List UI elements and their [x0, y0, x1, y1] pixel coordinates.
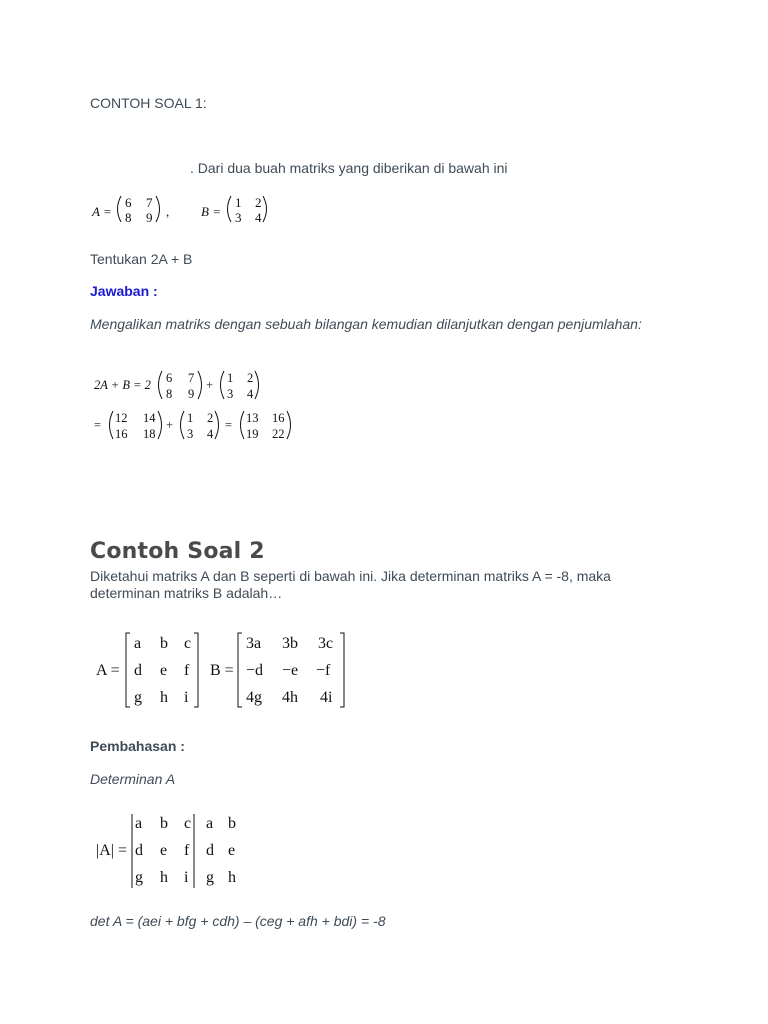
- matrix-a-cell: 7: [146, 195, 153, 210]
- eq2-m1-left-paren: [110, 411, 114, 439]
- matrix-b-cell: 3a: [246, 635, 262, 652]
- matrix-a-label: A =: [92, 204, 112, 219]
- det-cell: c: [184, 815, 192, 832]
- eq2-m3-left-paren: [241, 411, 245, 439]
- determinant-result: det A = (aei + bfg + cdh) – (ceg + afh + bdi) = -8: [90, 913, 386, 929]
- soal1-explanation: Mengalikan matriks dengan sebuah bilangan kemudian dilanjutkan dengan penjumlahan:: [90, 316, 642, 332]
- eq1-lhs: 2A + B = 2: [94, 378, 151, 392]
- matrix-a-cell: i: [184, 689, 189, 706]
- det-label: |A| =: [96, 842, 127, 859]
- eq1-m2-right-paren: [255, 371, 259, 399]
- det-extra-cell: g: [206, 869, 214, 886]
- matrix-b-left-bracket: [238, 633, 242, 707]
- matrix-a-right-bracket: [194, 633, 198, 707]
- soal1-intro: . Dari dua buah matriks yang diberikan di bawah ini: [190, 160, 508, 176]
- matrix-a-left-paren: [118, 196, 122, 222]
- det-extra-cell: e: [228, 842, 236, 859]
- determinant-label: Determinan A: [90, 771, 176, 787]
- soal1-question: Tentukan 2A + B: [90, 251, 193, 267]
- matrix-a-cell: a: [134, 635, 142, 652]
- soal1-matrices-ab: [90, 192, 280, 228]
- eq1-m2-cell: 4: [247, 387, 254, 401]
- eq1-m1-cell: 6: [166, 371, 173, 385]
- matrix-b-cell: 4i: [320, 689, 333, 706]
- matrix-a-left-bracket: [126, 633, 130, 707]
- det-cell: a: [135, 815, 143, 832]
- matrix-b-label: B =: [201, 204, 221, 219]
- eq1-m1-left-paren: [159, 371, 163, 399]
- matrix-b-cell: 3: [235, 210, 242, 225]
- eq2-m1-cell: 16: [115, 427, 128, 441]
- matrix-a-cell: h: [160, 689, 168, 706]
- matrix-b-cell: 4h: [282, 689, 298, 706]
- eq2-m2-cell: 4: [207, 427, 214, 441]
- eq2-plus: +: [166, 418, 174, 432]
- matrix-b-right-paren: [263, 196, 267, 222]
- soal1-equation-1: [90, 368, 280, 404]
- matrix-b-cell: −e: [282, 662, 299, 679]
- det-cell: g: [135, 869, 143, 886]
- det-cell: e: [160, 842, 168, 859]
- matrix-a-cell: c: [184, 635, 192, 652]
- matrix-b-cell: −d: [246, 662, 264, 679]
- eq2-m3-cell: 19: [246, 427, 259, 441]
- eq2-m1-cell: 14: [143, 411, 156, 425]
- soal2-heading: Contoh Soal 2: [90, 539, 265, 564]
- matrix-a-cell: 8: [125, 210, 132, 225]
- eq1-m2-cell: 1: [227, 371, 234, 385]
- det-cell: f: [184, 842, 190, 859]
- matrix-b-cell: 4g: [246, 689, 262, 706]
- matrix-a-cell: g: [134, 689, 142, 706]
- matrix-b-left-paren: [228, 196, 232, 222]
- eq2-m2-cell: 1: [187, 411, 194, 425]
- det-extra-cell: b: [228, 815, 236, 832]
- soal2-problem: Diketahui matriks A dan B seperti di bawah ini. Jika determinan matriks A = -8, maka determinan matriks B adalah…: [90, 568, 611, 601]
- matrix-separator: ,: [166, 204, 170, 219]
- eq1-m1-cell: 9: [188, 387, 195, 401]
- matrix-b-cell: 2: [255, 195, 262, 210]
- det-extra-cell: d: [206, 842, 214, 859]
- eq1-m1-right-paren: [198, 371, 202, 399]
- eq2-m2-cell: 2: [207, 411, 214, 425]
- eq2-m3-cell: 13: [246, 411, 259, 425]
- matrix-a-cell: f: [184, 662, 190, 679]
- det-cell: i: [184, 869, 189, 886]
- eq1-m1-cell: 7: [188, 371, 195, 385]
- eq2-m1-cell: 12: [115, 411, 128, 425]
- eq2-m3-cell: 22: [272, 427, 285, 441]
- soal1-title: CONTOH SOAL 1:: [90, 95, 207, 111]
- matrix-a-cell: 9: [146, 210, 153, 225]
- matrix-b-cell: 1: [235, 195, 242, 210]
- matrix-a-cell: d: [134, 662, 142, 679]
- eq1-m1-cell: 8: [166, 387, 173, 401]
- det-extra-cell: a: [206, 815, 214, 832]
- eq1-plus: +: [206, 378, 214, 392]
- matrix-a-cell: e: [160, 662, 168, 679]
- eq1-m2-cell: 3: [227, 387, 234, 401]
- eq2-m2-cell: 3: [187, 427, 194, 441]
- eq2-m1-right-paren: [158, 411, 162, 439]
- matrix-a-cell: 6: [125, 195, 132, 210]
- eq2-m3-right-paren: [287, 411, 291, 439]
- matrix-b-cell: 3b: [282, 635, 298, 652]
- matrix-b-cell: −f: [316, 662, 331, 679]
- eq2-equals: =: [94, 418, 102, 432]
- det-cell: h: [160, 869, 168, 886]
- matrix-a-right-paren: [156, 196, 160, 222]
- matrix-b-cell: 3c: [318, 635, 334, 652]
- matrix-a-cell: b: [160, 635, 168, 652]
- matrix-b-cell: 4: [255, 210, 262, 225]
- eq2-m2-right-paren: [215, 411, 219, 439]
- det-cell: b: [160, 815, 168, 832]
- matrix-b-right-bracket: [340, 633, 344, 707]
- det-extra-cell: h: [228, 869, 236, 886]
- eq2-equals-2: =: [225, 418, 233, 432]
- soal1-equation-2: [90, 408, 300, 444]
- matrix-a-label: A =: [96, 662, 120, 679]
- det-cell: d: [135, 842, 143, 859]
- eq1-m2-left-paren: [221, 371, 225, 399]
- matrix-b-label: B =: [210, 662, 234, 679]
- answer-label: Jawaban :: [90, 283, 158, 299]
- eq2-m1-cell: 18: [143, 427, 156, 441]
- solution-label: Pembahasan :: [90, 738, 185, 754]
- eq1-m2-cell: 2: [247, 371, 254, 385]
- eq2-m3-cell: 16: [272, 411, 285, 425]
- soal2-matrices-ab: [94, 630, 354, 710]
- determinant-matrix: [94, 810, 254, 890]
- eq2-m2-left-paren: [181, 411, 185, 439]
